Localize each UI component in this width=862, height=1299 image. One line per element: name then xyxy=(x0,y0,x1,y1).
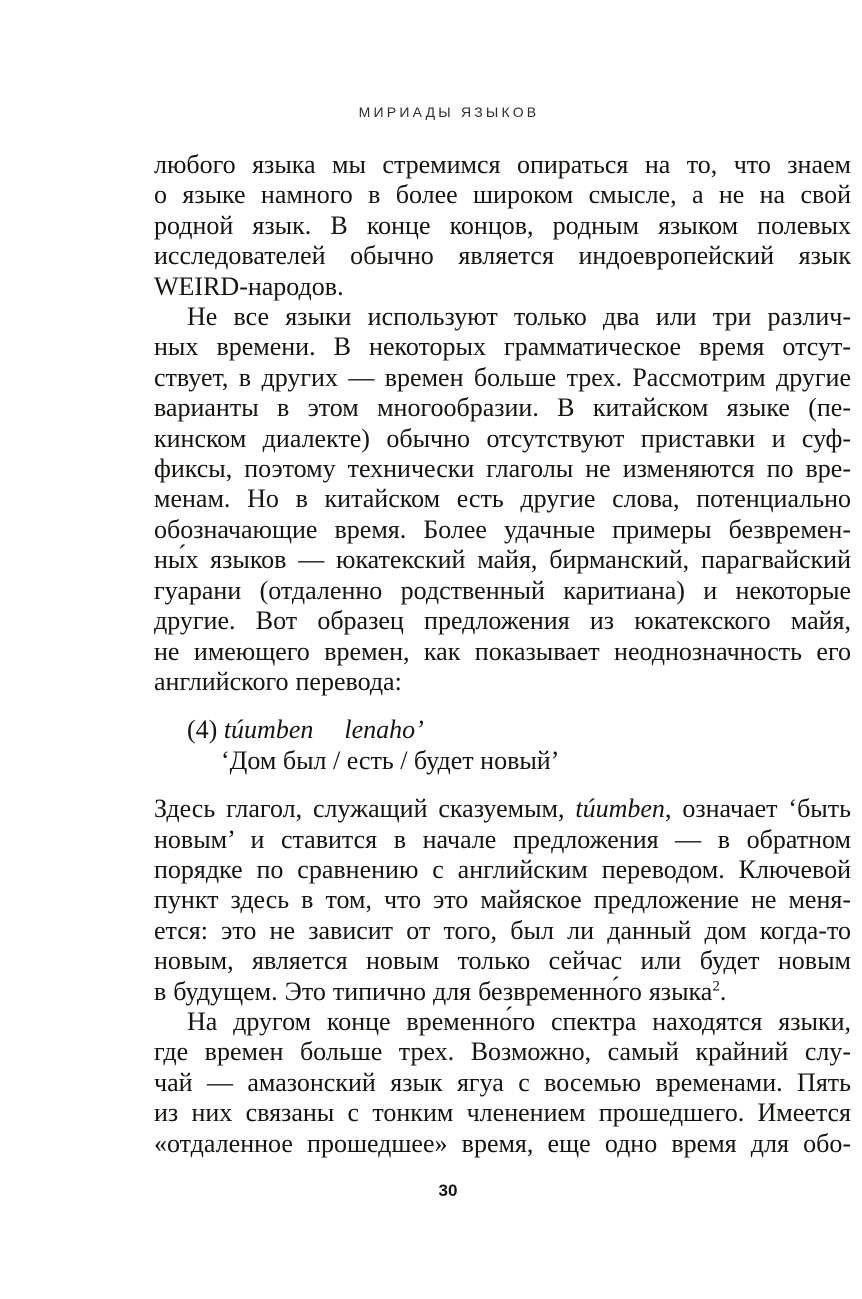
example-block xyxy=(154,715,851,776)
text-segment: ется: это не зависит от того, был ли данный дом когда-то xyxy=(154,915,851,945)
text-line xyxy=(154,746,851,776)
running-header: МИРИАДЫ ЯЗЫКОВ xyxy=(358,104,540,120)
text-line xyxy=(154,855,851,885)
text-line xyxy=(154,1037,851,1067)
text-line xyxy=(154,454,851,484)
text-segment: любого языка мы стремимся опираться на то, что знаем xyxy=(154,150,851,179)
paragraph xyxy=(154,1007,851,1159)
italic-text: lenaho’ xyxy=(344,715,424,745)
paragraph xyxy=(154,150,851,302)
text-segment: родной язык. В конце концов, родным языком полевых xyxy=(154,210,851,240)
paragraph xyxy=(154,794,851,1007)
text-segment: Здесь глагол, служащий сказуемым, xyxy=(154,794,576,824)
text-line xyxy=(154,484,851,514)
text-segment: ‘Дом был / есть / будет новый’ xyxy=(221,745,560,775)
text-segment: ны́х языков — юкатекский майя, бирманский, парагвайский xyxy=(154,545,851,575)
text-line xyxy=(154,1007,851,1037)
text-segment: , означает ‘быть xyxy=(664,794,851,824)
text-line xyxy=(154,825,851,855)
text-segment: английского перевода: xyxy=(154,666,402,696)
page-number: 30 xyxy=(438,1181,458,1200)
italic-text: túumben xyxy=(575,794,665,824)
text-line xyxy=(154,794,851,824)
text-line xyxy=(154,211,851,241)
text-segment: порядке по сравнению с английским переводом. Ключевой xyxy=(154,854,851,884)
text-line xyxy=(154,1068,851,1098)
text-line xyxy=(154,363,851,393)
text-segment: ствует, в других — времен больше трех. Рассмотрим другие xyxy=(154,362,851,392)
text-line xyxy=(154,302,851,332)
text-line xyxy=(154,885,851,915)
text-segment: ных времени. В некоторых грамматическое время отсут- xyxy=(154,332,851,362)
italic-text: túumben xyxy=(223,715,314,745)
text-segment: WEIRD-народов. xyxy=(154,271,344,301)
text-line xyxy=(154,637,851,667)
text-line xyxy=(154,393,851,423)
paragraph xyxy=(154,302,851,697)
text-segment: (4) xyxy=(187,715,224,745)
text-line xyxy=(154,241,851,271)
text-segment: . xyxy=(719,976,727,1006)
text-segment: новым, является новым только сейчас или будет новым xyxy=(154,946,851,976)
text-segment: пункт здесь в том, что это майяское предложение не меня- xyxy=(154,885,851,915)
text-line xyxy=(154,180,851,210)
text-line xyxy=(154,545,851,575)
text-line xyxy=(154,977,851,1007)
text-line xyxy=(154,667,851,697)
text-segment: На другом конце временно́го спектра находятся языки, xyxy=(187,1006,851,1036)
text-line xyxy=(154,606,851,636)
text-segment: новым’ и ставится в начале предложения — в обратном xyxy=(154,824,851,854)
text-segment: из них связаны с тонким членением прошедшего. Имеется xyxy=(154,1098,851,1128)
text-line xyxy=(154,424,851,454)
text-segment: где времен больше трех. Возможно, самый крайний слу- xyxy=(154,1037,851,1067)
text-segment: другие. Вот образец предложения из юкатекского майя, xyxy=(154,606,851,636)
text-segment: кинском диалекте) обычно отсутствуют приставки и суф- xyxy=(154,423,851,453)
page-body xyxy=(154,150,851,1159)
text-segment: исследователей обычно является индоевропейский язык xyxy=(154,241,851,271)
text-segment: не имеющего времен, как показывает неоднозначность его xyxy=(154,636,851,666)
text-line xyxy=(154,150,851,180)
text-segment: Не все языки используют только два или три различ- xyxy=(187,302,851,332)
text-segment: чай — амазонский язык ягуа с восемью временами. Пять xyxy=(154,1067,851,1097)
text-segment: варианты в этом многообразии. В китайском языке (пе- xyxy=(154,393,851,423)
text-line xyxy=(154,576,851,606)
footnote-marker: 2 xyxy=(712,977,720,994)
text-segment: о языке намного в более широком смысле, а не на свой xyxy=(154,180,851,210)
text-line xyxy=(154,1129,851,1159)
text-segment: гуарани (отдаленно родственный каритиана) и некоторые xyxy=(154,575,851,605)
text-line xyxy=(154,332,851,362)
text-line xyxy=(154,715,851,745)
text-line xyxy=(154,916,851,946)
text-line xyxy=(154,515,851,545)
text-segment: фиксы, поэтому технически глаголы не изменяются по вре- xyxy=(154,454,851,484)
text-line xyxy=(154,1098,851,1128)
text-segment: в будущем. Это типично для безвременно́го языка xyxy=(154,976,713,1006)
text-segment: обозначающие время. Более удачные примеры безвремен- xyxy=(154,514,851,544)
text-line xyxy=(154,272,851,302)
text-segment: менам. Но в китайском есть другие слова, потенциально xyxy=(154,484,851,514)
text-line xyxy=(154,946,851,976)
text-segment: «отдаленное прошедшее» время, еще одно время для обо- xyxy=(154,1128,851,1158)
